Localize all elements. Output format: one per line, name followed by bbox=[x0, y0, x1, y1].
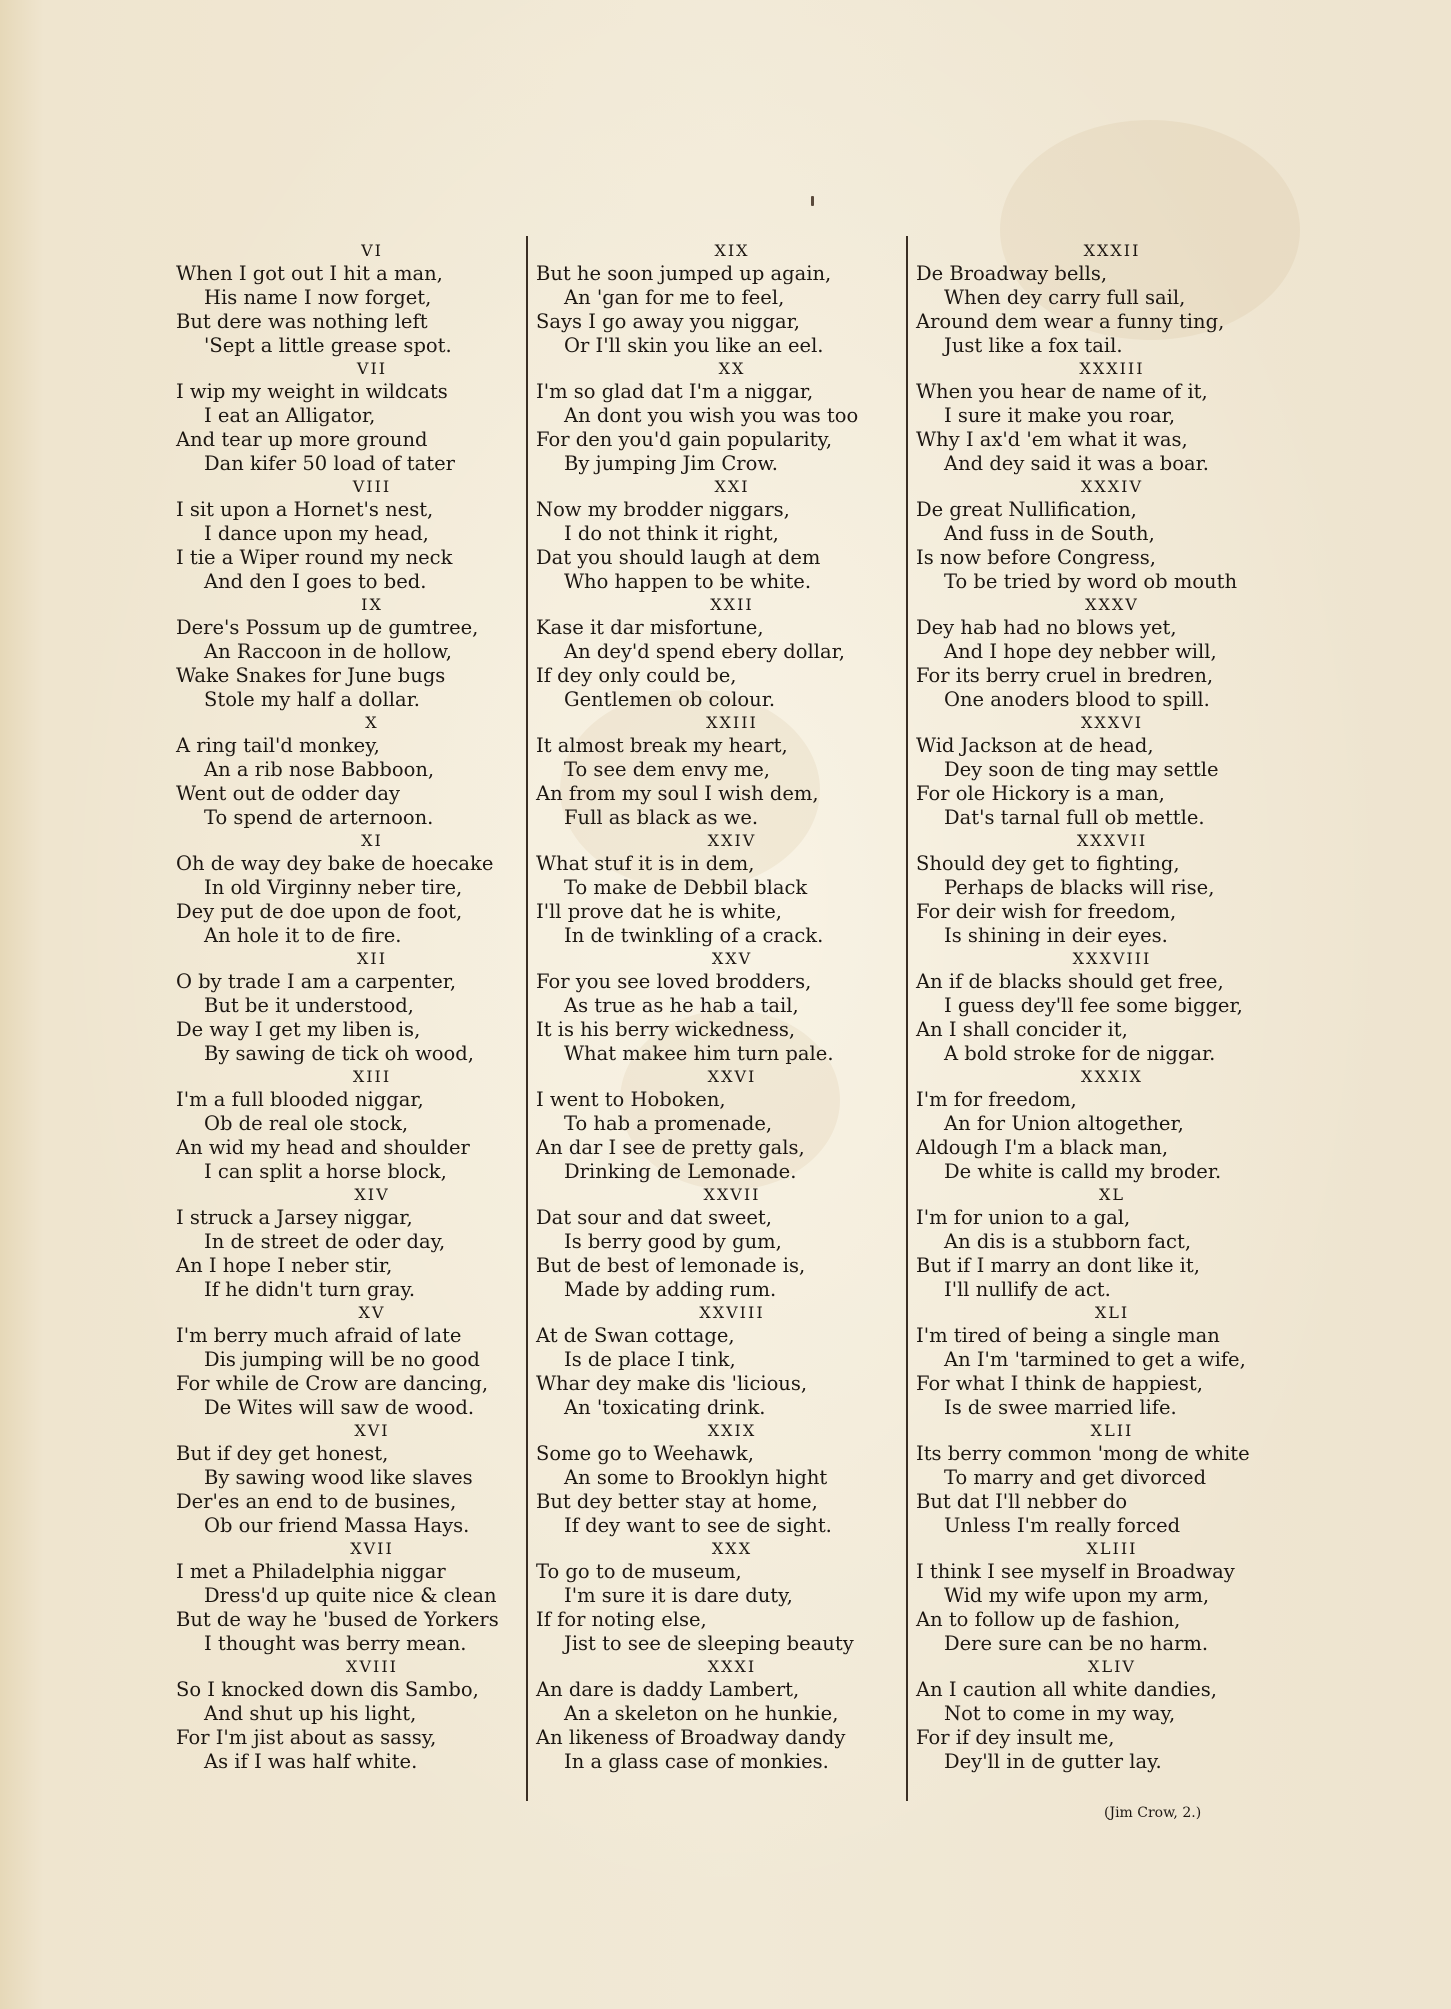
verse-line: O by trade I am a carpenter, bbox=[176, 970, 457, 993]
verse-line: But dat I'll nebber do bbox=[916, 1490, 1128, 1513]
stanza bbox=[176, 240, 528, 358]
stanza bbox=[176, 830, 528, 948]
verse-line: Kase it dar misfortune, bbox=[536, 616, 764, 639]
verse-line: I'm sure it is dare duty, bbox=[564, 1584, 793, 1607]
verse-line: An a skeleton on he hunkie, bbox=[564, 1702, 839, 1725]
verse-line: I eat an Alligator, bbox=[204, 404, 376, 427]
verse-line: I sure it make you roar, bbox=[944, 404, 1176, 427]
verse-line: It is his berry wickedness, bbox=[536, 1018, 796, 1041]
stanza-number: XIX bbox=[714, 241, 750, 260]
verse-line: And dey said it was a boar. bbox=[944, 452, 1209, 475]
stanza-number: XXII bbox=[710, 595, 754, 614]
stanza-number: XVII bbox=[350, 1539, 394, 1558]
stanza-number: XL bbox=[1098, 1185, 1125, 1204]
verse-line: I thought was berry mean. bbox=[204, 1632, 467, 1655]
stanza bbox=[916, 1656, 1268, 1774]
stanza bbox=[536, 1538, 888, 1656]
verse-line: An I shall concider it, bbox=[916, 1018, 1128, 1041]
verse-line: An dont you wish you was too bbox=[564, 404, 859, 427]
verse-line: De Broadway bells, bbox=[916, 262, 1108, 285]
verse-line: Dey put de doe upon de foot, bbox=[176, 900, 463, 923]
verse-line: If dey only could be, bbox=[536, 664, 737, 687]
verse-line: To be tried by word ob mouth bbox=[944, 570, 1238, 593]
stanza bbox=[536, 1302, 888, 1420]
stanza bbox=[176, 1184, 528, 1302]
verse-line: Gentlemen ob colour. bbox=[564, 688, 776, 711]
verse-line: Jist to see de sleeping beauty bbox=[564, 1632, 854, 1655]
stanza bbox=[536, 1420, 888, 1538]
verse-line: One anoders blood to spill. bbox=[944, 688, 1210, 711]
verse-line: But be it understood, bbox=[204, 994, 414, 1017]
verse-line: I do not think it right, bbox=[564, 522, 779, 545]
stanza-number: XXVI bbox=[707, 1067, 757, 1086]
verse-line: An from my soul I wish dem, bbox=[536, 782, 819, 805]
verse-line: But he soon jumped up again, bbox=[536, 262, 832, 285]
verse-column-2 bbox=[536, 240, 888, 1820]
verse-line: Why I ax'd 'em what it was, bbox=[916, 428, 1188, 451]
verse-line: Dan kifer 50 load of tater bbox=[204, 452, 455, 475]
stanza-number: XXVIII bbox=[699, 1303, 765, 1322]
verse-line: I'm for freedom, bbox=[916, 1088, 1077, 1111]
verse-line: By sawing de tick oh wood, bbox=[204, 1042, 474, 1065]
verse-line: Dey'll in de gutter lay. bbox=[944, 1750, 1162, 1773]
verse-line: Made by adding rum. bbox=[564, 1278, 777, 1301]
verse-line: An some to Brooklyn hight bbox=[564, 1466, 828, 1489]
verse-line: Ob de real ole stock, bbox=[204, 1112, 409, 1135]
verse-line: Dere's Possum up de gumtree, bbox=[176, 616, 479, 639]
verse-line: I'm for union to a gal, bbox=[916, 1206, 1131, 1229]
verse-line: An for Union altogether, bbox=[944, 1112, 1184, 1135]
verse-line: At de Swan cottage, bbox=[536, 1324, 735, 1347]
verse-line: What makee him turn pale. bbox=[564, 1042, 834, 1065]
stanza-number: XXXIII bbox=[1079, 359, 1145, 378]
verse-line: An dis is a stubborn fact, bbox=[944, 1230, 1192, 1253]
verse-line: Wid Jackson at de head, bbox=[916, 734, 1154, 757]
verse-line: I wip my weight in wildcats bbox=[176, 380, 448, 403]
stanza bbox=[916, 948, 1268, 1066]
verse-line: Is de swee married life. bbox=[944, 1396, 1177, 1419]
stanza bbox=[176, 1302, 528, 1420]
stanza bbox=[176, 358, 528, 476]
verse-column-1 bbox=[176, 240, 528, 1820]
stanza-number: XIII bbox=[352, 1067, 392, 1086]
stanza bbox=[916, 1184, 1268, 1302]
stanza-number: XXV bbox=[711, 949, 753, 968]
verse-line: But dere was nothing left bbox=[176, 310, 428, 333]
verse-line: Should dey get to fighting, bbox=[916, 852, 1180, 875]
verse-line: As if I was half white. bbox=[204, 1750, 418, 1773]
stanza bbox=[916, 1538, 1268, 1656]
verse-line: Is now before Congress, bbox=[916, 546, 1156, 569]
stanza bbox=[536, 830, 888, 948]
verse-line: Dress'd up quite nice & clean bbox=[204, 1584, 497, 1607]
stanza-number: XX bbox=[718, 359, 746, 378]
verse-line: Or I'll skin you like an eel. bbox=[564, 334, 824, 357]
verse-line: But de best of lemonade is, bbox=[536, 1254, 806, 1277]
stanza-number: XXXVII bbox=[1076, 831, 1148, 850]
imprint-signature: (Jim Crow, 2.) bbox=[1104, 1805, 1202, 1821]
verse-column-3 bbox=[916, 240, 1268, 1820]
verse-line: An Raccoon in de hollow, bbox=[204, 640, 452, 663]
stanza bbox=[536, 1656, 888, 1774]
verse-line: Perhaps de blacks will rise, bbox=[944, 876, 1215, 899]
verse-line: Around dem wear a funny ting, bbox=[916, 310, 1225, 333]
stanza bbox=[916, 712, 1268, 830]
verse-line: For if dey insult me, bbox=[916, 1726, 1115, 1749]
verse-line: If dey want to see de sight. bbox=[564, 1514, 832, 1537]
verse-line: For den you'd gain popularity, bbox=[536, 428, 833, 451]
verse-line: But if I marry an dont like it, bbox=[916, 1254, 1200, 1277]
stanza-number: X bbox=[365, 713, 379, 732]
verse-line: When you hear de name of it, bbox=[916, 380, 1208, 403]
verse-line: So I knocked down dis Sambo, bbox=[176, 1678, 479, 1701]
verse-line: An I hope I neber stir, bbox=[176, 1254, 393, 1277]
verse-line: Wid my wife upon my arm, bbox=[944, 1584, 1210, 1607]
verse-line: De great Nullification, bbox=[916, 498, 1137, 521]
stanza bbox=[916, 1066, 1268, 1184]
stanza bbox=[176, 1656, 528, 1774]
verse-line: Stole my half a dollar. bbox=[204, 688, 420, 711]
stanza bbox=[916, 240, 1268, 358]
verse-line: A ring tail'd monkey, bbox=[176, 734, 380, 757]
verse-line: Dey soon de ting may settle bbox=[944, 758, 1219, 781]
stanza bbox=[916, 1420, 1268, 1538]
verse-line: 'Sept a little grease spot. bbox=[204, 334, 452, 357]
verse-line: To marry and get divorced bbox=[944, 1466, 1207, 1489]
verse-line: I dance upon my head, bbox=[204, 522, 429, 545]
verse-line: An 'gan for me to feel, bbox=[564, 286, 785, 309]
verse-line: If he didn't turn gray. bbox=[204, 1278, 416, 1301]
verse-line: To see dem envy me, bbox=[564, 758, 770, 781]
stanza-number: IX bbox=[361, 595, 383, 614]
verse-line: Not to come in my way, bbox=[944, 1702, 1176, 1725]
verse-line: I sit upon a Hornet's nest, bbox=[176, 498, 434, 521]
verse-line: I guess dey'll fee some bigger, bbox=[944, 994, 1243, 1017]
verse-line: I think I see myself in Broadway bbox=[916, 1560, 1235, 1583]
verse-line: For ole Hickory is a man, bbox=[916, 782, 1165, 805]
verse-line: An I caution all white dandies, bbox=[916, 1678, 1217, 1701]
stanza bbox=[536, 948, 888, 1066]
verse-line: An dey'd spend ebery dollar, bbox=[564, 640, 845, 663]
verse-line: An I'm 'tarmined to get a wife, bbox=[944, 1348, 1246, 1371]
verse-line: To make de Debbil black bbox=[564, 876, 808, 899]
verse-line: But dey better stay at home, bbox=[536, 1490, 818, 1513]
verse-line: I went to Hoboken, bbox=[536, 1088, 726, 1111]
stanza bbox=[916, 594, 1268, 712]
stanza bbox=[536, 712, 888, 830]
stanza bbox=[176, 594, 528, 712]
stanza-number: XLI bbox=[1094, 1303, 1130, 1322]
stanza-number: XXIV bbox=[707, 831, 757, 850]
stanza-number: XLIV bbox=[1088, 1657, 1136, 1676]
verse-line: Dis jumping will be no good bbox=[204, 1348, 480, 1371]
verse-line: And fuss in de South, bbox=[944, 522, 1155, 545]
verse-line: An a rib nose Babboon, bbox=[204, 758, 435, 781]
verse-line: But if dey get honest, bbox=[176, 1442, 389, 1465]
verse-line: Its berry common 'mong de white bbox=[916, 1442, 1250, 1465]
verse-line: Aldough I'm a black man, bbox=[916, 1136, 1169, 1159]
verse-line: As true as he hab a tail, bbox=[564, 994, 799, 1017]
verse-line: Is shining in deir eyes. bbox=[944, 924, 1168, 947]
verse-line: An hole it to de fire. bbox=[204, 924, 402, 947]
verse-line: Ob our friend Massa Hays. bbox=[204, 1514, 470, 1537]
verse-line: Drinking de Lemonade. bbox=[564, 1160, 797, 1183]
verse-line: I struck a Jarsey niggar, bbox=[176, 1206, 413, 1229]
stanza-number: XV bbox=[358, 1303, 386, 1322]
verse-line: An dare is daddy Lambert, bbox=[536, 1678, 800, 1701]
verse-line: I tie a Wiper round my neck bbox=[176, 546, 453, 569]
stanza bbox=[176, 712, 528, 830]
stanza-number: XXI bbox=[714, 477, 750, 496]
verse-line: In de street de oder day, bbox=[204, 1230, 446, 1253]
stanza bbox=[176, 1066, 528, 1184]
verse-line: Some go to Weehawk, bbox=[536, 1442, 754, 1465]
verse-line: Who happen to be white. bbox=[564, 570, 812, 593]
stanza bbox=[536, 1184, 888, 1302]
stanza bbox=[536, 1066, 888, 1184]
verse-line: Just like a fox tail. bbox=[944, 334, 1123, 357]
verse-line: I'll prove dat he is white, bbox=[536, 900, 782, 923]
stanza-number: XXXV bbox=[1085, 595, 1139, 614]
stanza bbox=[916, 358, 1268, 476]
verse-line: It almost break my heart, bbox=[536, 734, 788, 757]
stanza-number: XXIII bbox=[706, 713, 758, 732]
verse-line: By sawing wood like slaves bbox=[204, 1466, 473, 1489]
verse-line: Der'es an end to de busines, bbox=[176, 1490, 457, 1513]
ink-speck bbox=[811, 196, 814, 206]
stanza bbox=[176, 1420, 528, 1538]
verse-line: Whar dey make dis 'licious, bbox=[536, 1372, 808, 1395]
stanza-number: VIII bbox=[352, 477, 392, 496]
stanza bbox=[176, 948, 528, 1066]
verse-line: For you see loved brodders, bbox=[536, 970, 812, 993]
verse-line: Dat sour and dat sweet, bbox=[536, 1206, 772, 1229]
stanza bbox=[916, 1302, 1268, 1420]
stanza bbox=[176, 476, 528, 594]
verse-line: Is de place I tink, bbox=[564, 1348, 736, 1371]
stanza bbox=[536, 358, 888, 476]
stanza-number: XIV bbox=[354, 1185, 390, 1204]
verse-line: Now my brodder niggars, bbox=[536, 498, 790, 521]
verse-line: A bold stroke for de niggar. bbox=[944, 1042, 1216, 1065]
verse-line: In de twinkling of a crack. bbox=[564, 924, 824, 947]
verse-line: If for noting else, bbox=[536, 1608, 707, 1631]
stanza-number: XXXIV bbox=[1080, 477, 1144, 496]
stanza-number: VII bbox=[356, 359, 388, 378]
verse-line: De Wites will saw de wood. bbox=[204, 1396, 475, 1419]
verse-line: I'm tired of being a single man bbox=[916, 1324, 1220, 1347]
verse-line: An likeness of Broadway dandy bbox=[536, 1726, 846, 1749]
verse-line: An to follow up de fashion, bbox=[916, 1608, 1181, 1631]
verse-line: I'm so glad dat I'm a niggar, bbox=[536, 380, 814, 403]
stanza bbox=[916, 476, 1268, 594]
verse-line: Dere sure can be no harm. bbox=[944, 1632, 1209, 1655]
verse-line: Went out de odder day bbox=[176, 782, 401, 805]
verse-line: Unless I'm really forced bbox=[944, 1514, 1181, 1537]
stanza-number: XXIX bbox=[707, 1421, 757, 1440]
verse-line: In old Virginny neber tire, bbox=[204, 876, 463, 899]
stanza-number: XVIII bbox=[346, 1657, 398, 1676]
verse-line: For while de Crow are dancing, bbox=[176, 1372, 489, 1395]
verse-line: To go to de museum, bbox=[536, 1560, 742, 1583]
verse-line: An 'toxicating drink. bbox=[564, 1396, 766, 1419]
verse-line: Is berry good by gum, bbox=[564, 1230, 782, 1253]
stanza-number: XXXVI bbox=[1080, 713, 1144, 732]
verse-line: Dat's tarnal full ob mettle. bbox=[944, 806, 1205, 829]
column-rule-right bbox=[906, 236, 908, 1801]
stanza-number: XXXIX bbox=[1081, 1067, 1143, 1086]
verse-line: His name I now forget, bbox=[204, 286, 432, 309]
verse-line: To spend de arternoon. bbox=[204, 806, 434, 829]
verse-line: An dar I see de pretty gals, bbox=[536, 1136, 805, 1159]
verse-line: For its berry cruel in bredren, bbox=[916, 664, 1214, 687]
stanza bbox=[536, 594, 888, 712]
stanza bbox=[536, 240, 888, 358]
verse-line: I'll nullify de act. bbox=[944, 1278, 1111, 1301]
verse-line: For I'm jist about as sassy, bbox=[176, 1726, 437, 1749]
verse-line: I'm a full blooded niggar, bbox=[176, 1088, 424, 1111]
verse-line: In a glass case of monkies. bbox=[564, 1750, 829, 1773]
verse-line: Says I go away you niggar, bbox=[536, 310, 800, 333]
verse-line: An wid my head and shoulder bbox=[176, 1136, 470, 1159]
stanza-number: XI bbox=[361, 831, 383, 850]
verse-line: I met a Philadelphia niggar bbox=[176, 1560, 446, 1583]
stanza-number: XVI bbox=[354, 1421, 390, 1440]
verse-line: For what I think de happiest, bbox=[916, 1372, 1203, 1395]
verse-line: De white is calld my broder. bbox=[944, 1160, 1222, 1183]
verse-line: When dey carry full sail, bbox=[944, 286, 1186, 309]
verse-line: To hab a promenade, bbox=[564, 1112, 773, 1135]
stanza-number: XXXII bbox=[1083, 241, 1141, 260]
stanza bbox=[536, 476, 888, 594]
stanza-number: XXVII bbox=[703, 1185, 761, 1204]
stanza-number: XXXVIII bbox=[1072, 949, 1152, 968]
verse-line: And den I goes to bed. bbox=[204, 570, 427, 593]
verse-line: Full as black as we. bbox=[564, 806, 759, 829]
verse-line: For deir wish for freedom, bbox=[916, 900, 1177, 923]
stanza-number: XXX bbox=[711, 1539, 753, 1558]
stanza-number: XXXI bbox=[707, 1657, 757, 1676]
verse-line: By jumping Jim Crow. bbox=[564, 452, 778, 475]
verse-line: Dey hab had no blows yet, bbox=[916, 616, 1177, 639]
stanza-number: XLIII bbox=[1086, 1539, 1138, 1558]
verse-line: De way I get my liben is, bbox=[176, 1018, 421, 1041]
verse-line: Dat you should laugh at dem bbox=[536, 546, 821, 569]
verse-line: An if de blacks should get free, bbox=[916, 970, 1224, 993]
stanza-number: VI bbox=[361, 241, 383, 260]
verse-line: And shut up his light, bbox=[204, 1702, 417, 1725]
stanza-number: XII bbox=[356, 949, 388, 968]
verse-line: Oh de way dey bake de hoecake bbox=[176, 852, 494, 875]
verse-line: Wake Snakes for June bugs bbox=[176, 664, 446, 687]
verse-line: And I hope dey nebber will, bbox=[944, 640, 1217, 663]
stanza bbox=[916, 830, 1268, 948]
verse-line: When I got out I hit a man, bbox=[176, 262, 443, 285]
verse-line: And tear up more ground bbox=[176, 428, 428, 451]
stanza-number: XLII bbox=[1090, 1421, 1134, 1440]
verse-line: What stuf it is in dem, bbox=[536, 852, 755, 875]
verse-line: I'm berry much afraid of late bbox=[176, 1324, 462, 1347]
verse-line: I can split a horse block, bbox=[204, 1160, 447, 1183]
verse-line: But de way he 'bused de Yorkers bbox=[176, 1608, 499, 1631]
stanza bbox=[176, 1538, 528, 1656]
